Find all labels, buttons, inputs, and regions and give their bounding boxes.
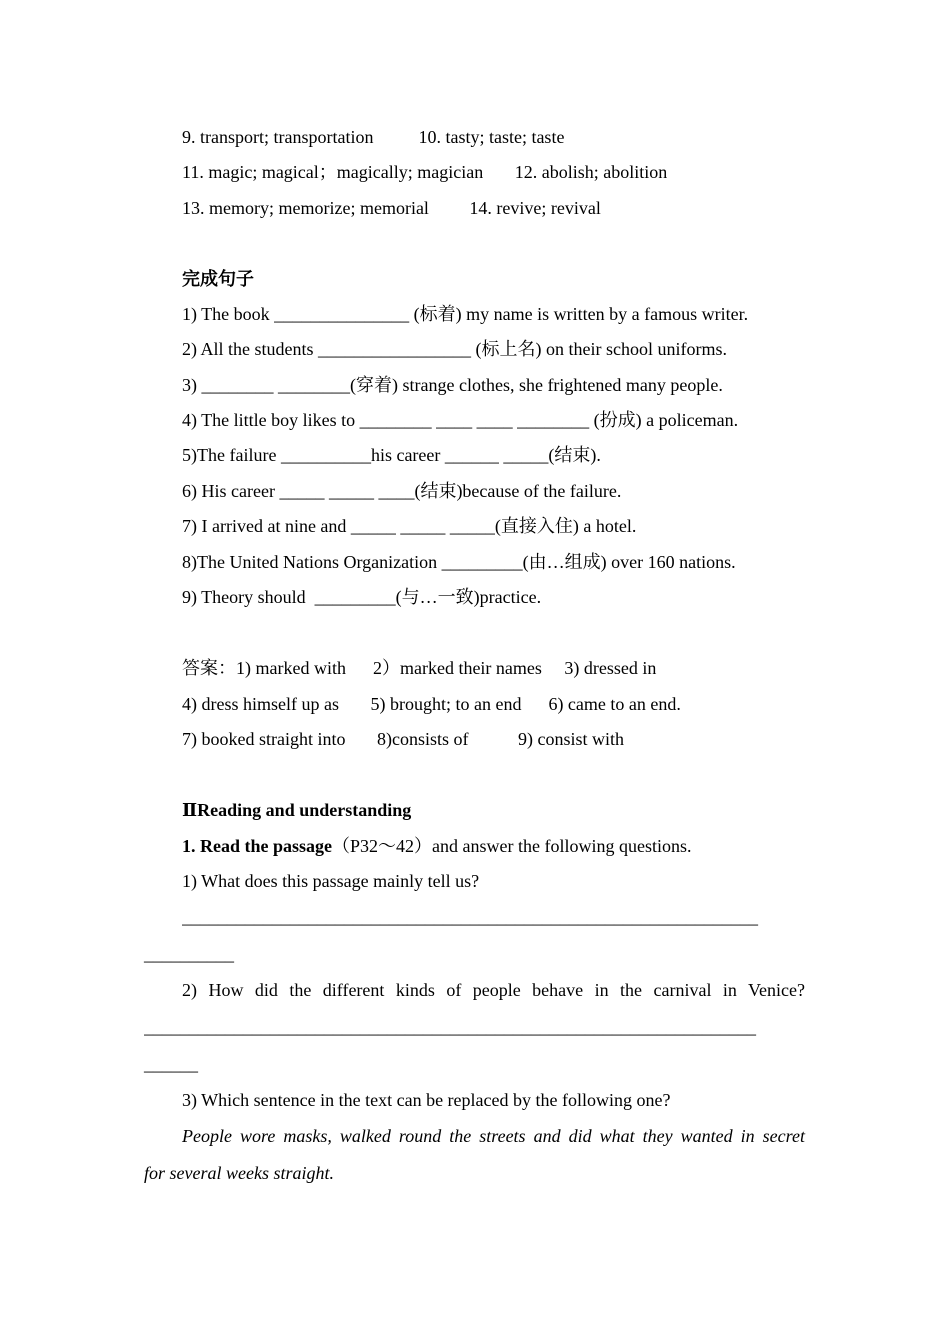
sentence-item: 5)The failure __________his career ______ _____(结束). <box>182 445 601 465</box>
sentence-item: 8)The United Nations Organization _________(由…组成) over 160 nations. <box>182 552 736 572</box>
sentence-item: 4) The little boy likes to ________ ____ ____ ________ (扮成) a policeman. <box>182 410 739 430</box>
sentence-item: 3) ________ ________(穿着) strange clothes, she frightened many people. <box>182 375 723 395</box>
answer-line-1: 答案：1) marked with 2）marked their names 3) dressed in <box>182 658 657 678</box>
reading-task-line <box>182 835 691 857</box>
answer-blank-2b: ______ <box>144 1054 198 1074</box>
task-instruction: （P32～42）and answer the following questions. <box>332 836 692 856</box>
vocab-line-1: 9. transport; transportation 10. tasty; taste; taste <box>182 127 565 147</box>
sentence-item: 6) His career _____ _____ ____(结束)because of the failure. <box>182 481 622 501</box>
sentence-item: 2) All the students _________________ (标上名) on their school uniforms. <box>182 339 727 359</box>
answer-blank-2a: ____________________________________________________________________ <box>144 1017 756 1037</box>
answer-blank-1b: __________ <box>144 944 234 964</box>
sentence-item: 1) The book _______________ (标着) my name is written by a famous writer. <box>182 304 749 324</box>
quoted-sentence-line-1: People wore masks, walked round the streets and did what they wanted in secret <box>182 1126 805 1146</box>
reading-section-title: ⅡReading and understanding <box>182 800 412 820</box>
sentence-item: 7) I arrived at nine and _____ _____ _____(直接入住) a hotel. <box>182 516 637 536</box>
answer-blank-1a: ________________________________________________________________ <box>182 907 758 927</box>
sentence-item: 9) Theory should _________(与…一致)practice. <box>182 587 542 607</box>
vocab-line-2: 11. magic; magical；magically; magician 12. abolish; abolition <box>182 162 668 182</box>
section-heading-sentences: 完成句子 <box>182 269 254 289</box>
quoted-sentence-line-2: for several weeks straight. <box>144 1163 334 1183</box>
question-1: 1) What does this passage mainly tell us? <box>182 871 480 891</box>
question-3: 3) Which sentence in the text can be replaced by the following one? <box>182 1090 671 1110</box>
answer-line-2: 4) dress himself up as 5) brought; to an end 6) came to an end. <box>182 694 681 714</box>
question-2: 2) How did the different kinds of people behave in the carnival in Venice? <box>182 980 805 1000</box>
vocab-line-3: 13. memory; memorize; memorial 14. revive; revival <box>182 198 601 218</box>
answer-line-3: 7) booked straight into 8)consists of 9) consist with <box>182 729 624 749</box>
task-number: 1. Read the passage <box>182 836 333 856</box>
